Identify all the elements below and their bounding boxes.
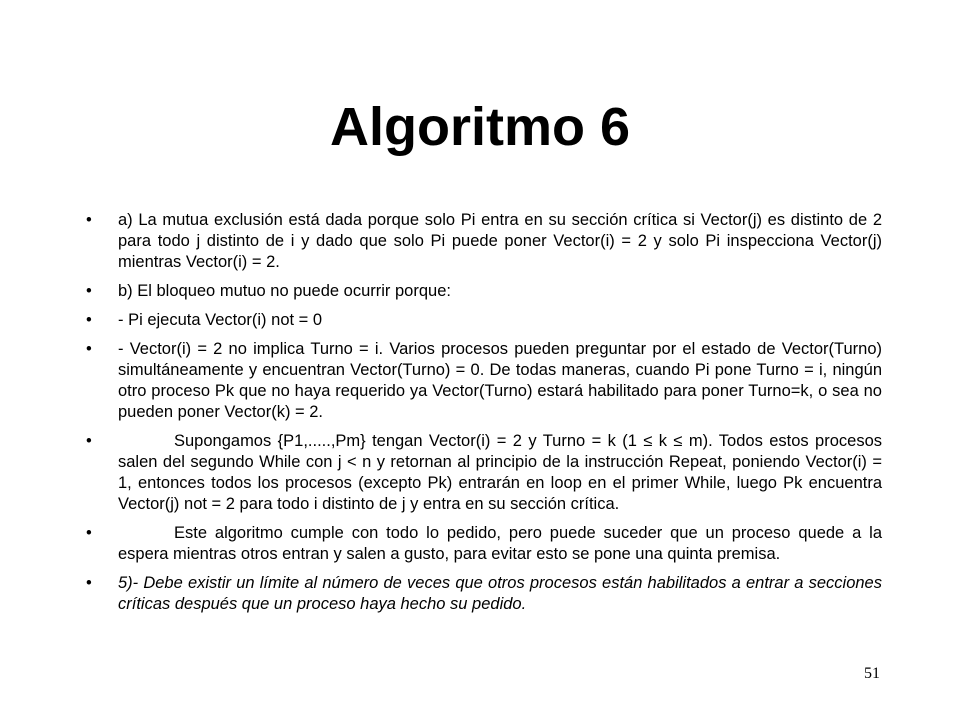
bullet-dot: • <box>86 311 92 329</box>
bullet-dot: • <box>86 524 92 542</box>
bullet-text: Este algoritmo cumple con todo lo pedido, pero puede suceder que un proceso quede a la espera mientras otros entran y salen a gusto, para evitar esto se pone una quinta premisa. <box>118 524 882 563</box>
bullet-item-pi-ejecuta <box>86 310 882 331</box>
bullet-item-quinta-premisa <box>86 573 882 615</box>
bullet-text: a) La mutua exclusión está dada porque solo Pi entra en su sección crítica si Vector(j) es distinto de 2 para todo j distinto de i y dado que solo Pi puede poner Vector(i) = 2 y solo Pi inspecciona Vector(j) mientras Vector(i) = 2. <box>118 211 882 271</box>
bullet-item-vector-turno <box>86 339 882 423</box>
slide-title: Algoritmo 6 <box>329 97 630 157</box>
bullet-dot: • <box>86 574 92 592</box>
bullet-dot: • <box>86 432 92 450</box>
bullet-list <box>86 210 882 623</box>
bullet-dot: • <box>86 282 92 300</box>
bullet-text: - Pi ejecuta Vector(i) not = 0 <box>118 311 323 329</box>
bullet-dot: • <box>86 211 92 229</box>
bullet-text: b) El bloqueo mutuo no puede ocurrir porque: <box>118 282 451 300</box>
bullet-item-a <box>86 210 882 273</box>
bullet-dot: • <box>86 340 92 358</box>
bullet-text: Supongamos {P1,.....,Pm} tengan Vector(i) = 2 y Turno = k (1 ≤ k ≤ m). Todos estos procesos salen del segundo While con j < n y retornan al principio de la instrucción Repeat, poniendo Vector(i) = 1, entonces todos los procesos (excepto Pk) entrarán en loop en el primer While, luego Pk encuentra Vector(j) not = 2 para todo i distinto de j y entra en su sección crítica. <box>118 432 882 513</box>
bullet-item-supongamos <box>86 431 882 515</box>
bullet-text: 5)- Debe existir un límite al número de veces que otros procesos están habilitados a entrar a secciones críticas después que un proceso haya hecho su pedido. <box>118 574 882 613</box>
bullet-text: - Vector(i) = 2 no implica Turno = i. Varios procesos pueden preguntar por el estado de Vector(Turno) simultáneamente y encuentran Vector(Turno) = 0. De todas maneras, cuando Pi pone Turno = i, ningún otro proceso Pk que no haya requerido ya Vector(Turno) estará habilitado para poner Turno=k, o sea no pueden poner Vector(k) = 2. <box>118 340 882 421</box>
bullet-item-este-algoritmo <box>86 523 882 565</box>
bullet-item-b <box>86 281 882 302</box>
page-number: 51 <box>864 665 880 682</box>
